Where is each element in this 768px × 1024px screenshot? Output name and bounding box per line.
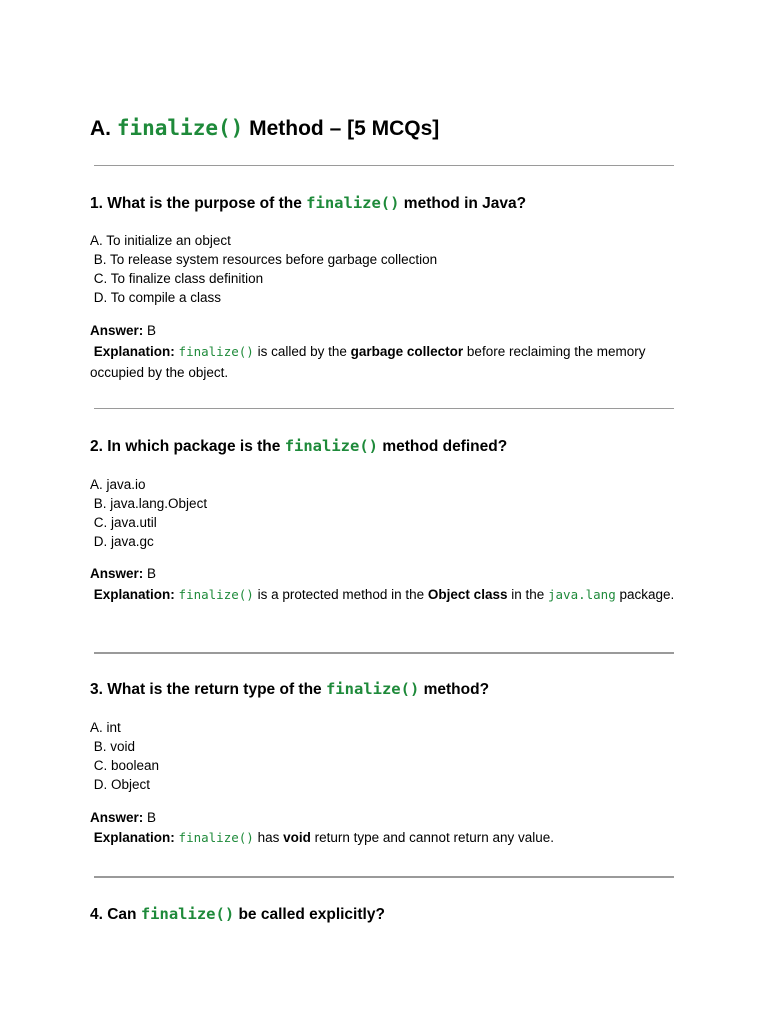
answer-3: Answer: B [90,810,157,825]
option: D. Object [90,777,151,792]
divider [94,652,674,654]
explanation-1: Explanation: finalize() is called by the garbage collector before reclaiming the memory occupied by the object. [90,344,646,380]
options-2 [90,475,207,551]
option: D. To compile a class [90,290,222,305]
divider [94,876,674,878]
explanation-3: Explanation: finalize() has void return type and cannot return any value. [93,830,555,845]
title-code: finalize() [116,116,244,140]
question-3: 3. What is the return type of the finalize() method? [90,680,490,698]
option: A. java.io [90,477,146,492]
question-4: 4. Can finalize() be called explicitly? [90,905,385,923]
option: B. void [90,739,136,754]
explanation-2: Explanation: finalize() is a protected method in the Object class in the java.lang package. [93,587,675,602]
option: C. java.util [90,515,157,530]
answer-2: Answer: B [90,566,157,581]
options-1 [90,231,437,307]
answer-1: Answer: B [90,323,157,338]
options-3 [90,718,159,794]
question-2: 2. In which package is the finalize() method defined? [90,437,508,455]
question-1: 1. What is the purpose of the finalize() method in Java? [90,194,527,212]
divider [94,165,674,166]
divider [94,408,674,409]
option: A. To initialize an object [90,233,231,248]
option: B. To release system resources before garbage collection [90,252,438,267]
option: B. java.lang.Object [90,496,208,511]
option: C. boolean [90,758,160,773]
option: A. int [90,720,121,735]
option: D. java.gc [90,534,154,549]
option: C. To finalize class definition [90,271,264,286]
page-title: A. finalize() Method – [5 MCQs] [90,116,440,140]
